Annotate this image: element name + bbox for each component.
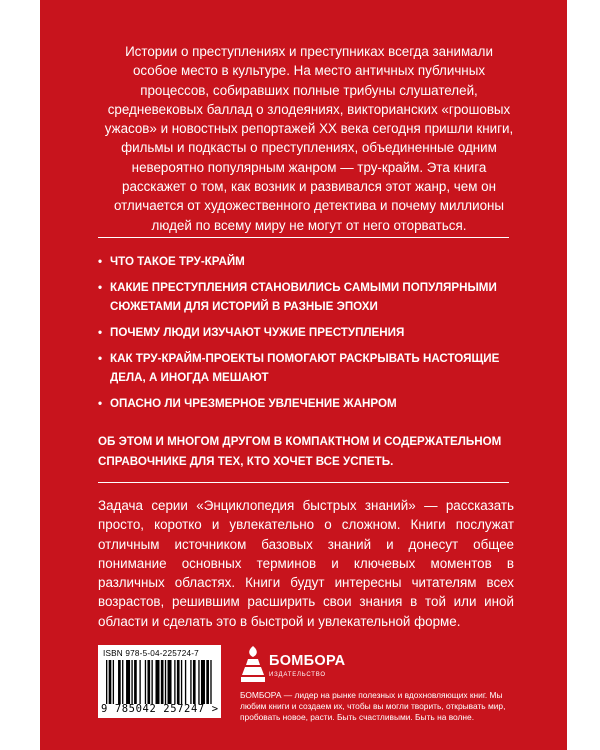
publisher-name: БОМБОРА <box>269 653 346 669</box>
publisher-tagline: БОМБОРА — лидер на рынке полезных и вдохновляющих книг. Мы любим книги и создаем их, чтобы вы могли творить, открывать мир, пробовать новое, расти. Быть счастливыми. Быть на волне. <box>240 690 506 723</box>
intro-paragraph: Истории о преступлениях и преступниках всегда занимали особое место в культуре. На место античных публичных процессов, собиравших полные трибуны слушателей, средневековых баллад о злодеяниях, викторианских «грошовых ужасов» и новостных репортажей XX века сегодня пришли книги, фильмы и подкасты о преступлениях, объединенные одним невероятно популярным жанром — тру-крайм. Эта книга расскажет о том, как возник и развивался этот жанр, чем он отличается от художественного детектива и почему миллионы людей по всему миру не могут от него оторваться. <box>104 44 514 233</box>
divider-bottom <box>98 482 509 483</box>
closing-statement: ОБ ЭТОМ И МНОГОМ ДРУГОМ В КОМПАКТНОМ И СОДЕРЖАТЕЛЬНОМ СПРАВОЧНИКЕ ДЛЯ ТЕХ, КТО ХОЧЕТ ВСЕ УСПЕТЬ. <box>98 435 502 468</box>
series-description: Задача серии «Энциклопедия быстрых знаний» — рассказать просто, коротко и увлекательно о сложном. Книги послужат отличным источником базовых знаний и донесут общее понимание основных терминов и ключевых моментов в различных областях. Книги будут интересны читателям всех возрастов, решившим расширить свои знания в той или иной области и сделать это в быстрой и увлекательной форме. <box>98 498 514 629</box>
bullet-item: • ЧТО ТАКОЕ ТРУ-КРАЙМ <box>98 252 518 271</box>
bullet-item: • КАК ТРУ-КРАЙМ-ПРОЕКТЫ ПОМОГАЮТ РАСКРЫВАТЬ НАСТОЯЩИЕ ДЕЛА, А ИНОГДА МЕШАЮТ <box>98 349 518 387</box>
publisher-logo <box>240 645 350 685</box>
isbn-label: ISBN 978-5-04-225724-7 <box>103 649 199 658</box>
barcode-number: 9 785042 257247 > <box>101 703 219 715</box>
back-cover <box>40 0 567 750</box>
barcode-panel <box>98 645 221 718</box>
barcode-bars <box>106 660 213 704</box>
bullet-list <box>98 252 518 420</box>
bullet-item: • КАКИЕ ПРЕСТУПЛЕНИЯ СТАНОВИЛИСЬ САМЫМИ ПОПУЛЯРНЫМИ СЮЖЕТАМИ ДЛЯ ИСТОРИЙ В РАЗНЫЕ ЭПОХИ <box>98 278 518 316</box>
publisher-subtitle: ИЗДАТЕЛЬСТВО <box>269 672 326 678</box>
publisher-logo-icon <box>240 645 266 683</box>
divider-top <box>98 237 509 238</box>
bullet-item: • ПОЧЕМУ ЛЮДИ ИЗУЧАЮТ ЧУЖИЕ ПРЕСТУПЛЕНИЯ <box>98 323 518 342</box>
bullet-item: • ОПАСНО ЛИ ЧРЕЗМЕРНОЕ УВЛЕЧЕНИЕ ЖАНРОМ <box>98 394 518 413</box>
